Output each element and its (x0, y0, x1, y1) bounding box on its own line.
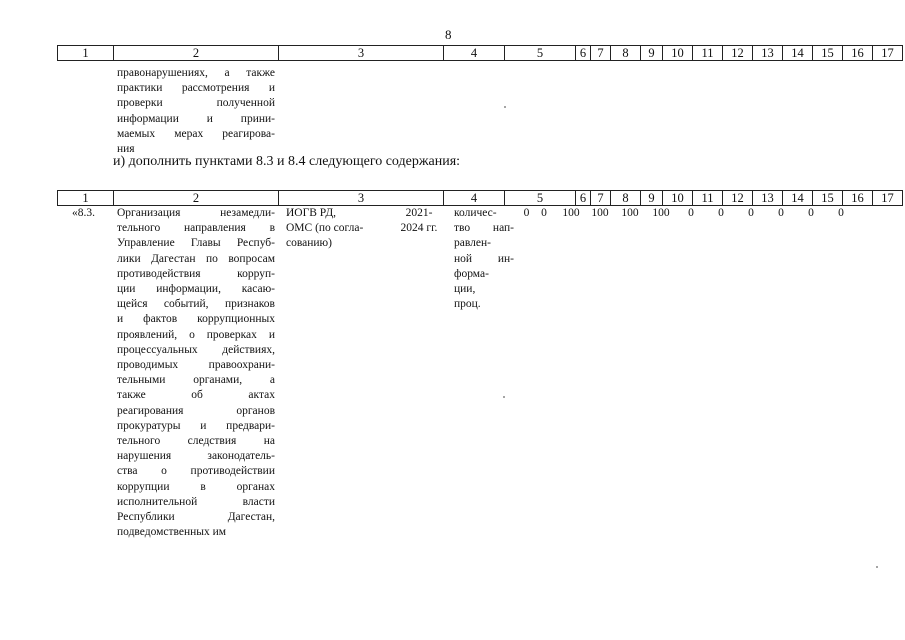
column-header-16: 16 (843, 46, 873, 61)
value-col-7: 0 (541, 207, 547, 219)
column-header-5: 5 (505, 191, 576, 206)
column-header-7: 7 (591, 191, 611, 206)
column-header-12: 12 (723, 46, 753, 61)
description-line: противодействия корруп- (117, 267, 275, 280)
value-col-6: 0 (523, 207, 530, 219)
indicator-line: равлен- (454, 237, 491, 250)
continuation-line: практики рассмотрения и (117, 82, 275, 95)
column-header-7: 7 (591, 46, 611, 61)
value-col-15: 0 (778, 207, 784, 219)
description-line: проводимых правоохрани- (117, 359, 275, 372)
continuation-line: маемых мерах реагирова- (117, 127, 275, 140)
column-header-9: 9 (641, 46, 663, 61)
description-line: лики Дагестан по вопросам (117, 252, 275, 265)
description-line: тельного направления в (117, 222, 275, 235)
indicator-line: тво нап- (454, 222, 514, 235)
column-header-14: 14 (783, 191, 813, 206)
indicator (454, 206, 514, 312)
executor-line: ИОГВ РД, (286, 207, 337, 219)
column-header-4: 4 (444, 46, 505, 61)
column-header-1: 1 (58, 46, 114, 61)
column-header-14: 14 (783, 46, 813, 61)
column-header-10: 10 (663, 46, 693, 61)
description-line: и фактов коррупционных (117, 313, 275, 326)
row-number: «8.3. (72, 207, 95, 219)
column-header-11: 11 (693, 46, 723, 61)
description-line: ции информации, касаю- (117, 283, 275, 296)
description-line: щейся событий, признаков (117, 298, 275, 311)
scan-speck (876, 566, 878, 568)
description-line: коррупции в органах (117, 480, 275, 493)
continuation-line: ния (117, 143, 135, 156)
description-line: тельного следствия на (117, 435, 275, 448)
executor (286, 206, 386, 252)
value-col-12: 0 (688, 207, 694, 219)
column-header-3: 3 (279, 191, 444, 206)
column-header-row-top (57, 45, 903, 61)
column-header-13: 13 (753, 46, 783, 61)
column-header-17: 17 (873, 191, 903, 206)
description-line: также об актах (117, 389, 275, 402)
term-line: 2024 гг. (400, 222, 438, 235)
column-header-17: 17 (873, 46, 903, 61)
description-line: ства о противодействии (117, 465, 275, 478)
value-col-8: 100 (562, 207, 580, 219)
column-header-2: 2 (114, 46, 279, 61)
column-header-2: 2 (114, 191, 279, 206)
column-header-3: 3 (279, 46, 444, 61)
column-header-4: 4 (444, 191, 505, 206)
description-line: реагирования органов (117, 404, 275, 417)
page-number: 8 (445, 27, 452, 42)
scan-speck (503, 396, 505, 398)
column-header-6: 6 (576, 191, 591, 206)
executor-line: сованию) (286, 237, 332, 250)
indicator-line: ной ин- (454, 252, 514, 265)
description-line: Организация незамедли- (117, 207, 275, 219)
column-header-11: 11 (693, 191, 723, 206)
value-col-17: 0 (838, 207, 844, 219)
value-col-14: 0 (748, 207, 754, 219)
column-header-1: 1 (58, 191, 114, 206)
value-col-16: 0 (808, 207, 814, 219)
continuation-text (117, 66, 275, 157)
description-line: нарушения законодатель- (117, 450, 275, 463)
column-header-15: 15 (813, 191, 843, 206)
value-col-9: 100 (591, 207, 609, 219)
value-col-13: 0 (718, 207, 724, 219)
description-line: Управление Главы Респуб- (117, 237, 275, 250)
measure-description (117, 206, 275, 540)
description-line: прокуратуры и предвари- (117, 419, 275, 432)
scan-speck (504, 106, 506, 108)
column-header-15: 15 (813, 46, 843, 61)
column-header-8: 8 (611, 46, 641, 61)
column-header-9: 9 (641, 191, 663, 206)
description-line: Республики Дагестан, (117, 511, 275, 524)
continuation-line: проверки полученной (117, 97, 275, 110)
indicator-line: форма- (454, 267, 489, 280)
executor-line: ОМС (по согла- (286, 222, 364, 235)
amendment-text: и) дополнить пунктами 8.3 и 8.4 следующего содержания: (113, 154, 461, 169)
description-line: проявлений, о проверках и (117, 328, 275, 341)
continuation-line: правонарушениях, а также (117, 67, 275, 79)
column-header-8: 8 (611, 191, 641, 206)
column-header-10: 10 (663, 191, 693, 206)
term (393, 206, 445, 236)
column-header-5: 5 (505, 46, 576, 61)
description-line: исполнительной власти (117, 495, 275, 508)
indicator-line: проц. (454, 298, 481, 311)
column-header-row-bottom (57, 190, 903, 206)
indicator-line: ции, (454, 283, 476, 296)
continuation-line: информации и прини- (117, 112, 275, 125)
description-line: подведомственных им (117, 526, 227, 539)
column-header-6: 6 (576, 46, 591, 61)
term-line: 2021- (405, 207, 433, 219)
value-col-10: 100 (621, 207, 639, 219)
description-line: процессуальных действиях, (117, 343, 275, 356)
value-col-11: 100 (652, 207, 670, 219)
column-header-16: 16 (843, 191, 873, 206)
column-header-13: 13 (753, 191, 783, 206)
column-header-12: 12 (723, 191, 753, 206)
description-line: тельными органами, а (117, 374, 275, 387)
indicator-line: количес- (454, 207, 497, 219)
